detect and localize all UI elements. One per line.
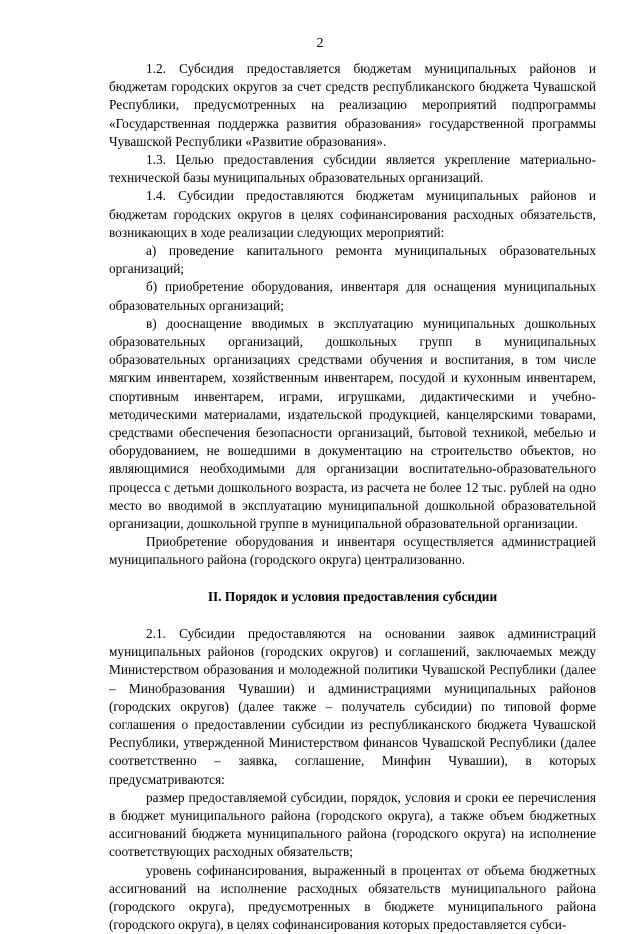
paragraph-2-1: 2.1. Субсидии предоставляются на основании заявок администраций муниципальных районов (городских округов) и соглашений, заключаемых между Министерством образования и молодежной политики Чувашской Республики (далее – Минобразования Чувашии) и администрациями муниципальных районов (городских округов) (далее также – получатель субсидии) по типовой форме соглашения о предоставлении субсидии из республиканского бюджета Чувашской Республики, утвержденной Министерством финансов Чувашской Республики (далее соответственно – заявка, соглашение, Минфин Чувашии), в которых предусматриваются: <box>109 625 596 787</box>
paragraph-subsidy-size: размер предоставляемой субсидии, порядок, условия и сроки ее перечисления в бюджет муниципального района (городского округа), а также объем бюджетных ассигнований бюджета муниципального района (городского округа) на исполнение соответствующих расходных обязательств; <box>109 789 596 860</box>
paragraph-1-4: 1.4. Субсидии предоставляются бюджетам муниципальных районов и бюджетам городских округов в целях софинансирования расходных обязательств, возникающих в ходе реализации следующих мероприятий: <box>109 188 596 240</box>
document-body <box>109 60 596 934</box>
paragraph-1-3: 1.3. Целью предоставления субсидии является укрепление материально-технической базы муниципальных образовательных организаций. <box>109 152 596 186</box>
page-number: 2 <box>316 36 324 51</box>
paragraph-cofinancing-level: уровень софинансирования, выраженный в процентах от объема бюджетных ассигнований на исполнение расходных обязательств муниципального района (городского округа), предусмотренных в бюджете муниципального района (городского округа), в целях софинансирования которых предоставляется субси- <box>109 862 596 933</box>
list-item-b: б) приобретение оборудования, инвентаря для оснащения муниципальных образовательных организаций; <box>109 279 596 313</box>
paragraph-procurement: Приобретение оборудования и инвентаря осуществляется администрацией муниципального района (городского округа) централизованно. <box>109 534 596 568</box>
list-item-a: а) проведение капитального ремонта муниципальных образовательных организаций; <box>109 243 596 277</box>
section-heading: II. Порядок и условия предоставления субсидии <box>207 588 498 604</box>
paragraph-1-2: 1.2. Субсидия предоставляется бюджетам муниципальных районов и бюджетам городских округов за счет средств республиканского бюджета Чувашской Республики, предусмотренных на реализацию мероприятий подпрограммы «Государственная поддержка развития образования» государственной программы Чувашской Республики «Развитие образования». <box>109 61 596 149</box>
list-item-v: в) дооснащение вводимых в эксплуатацию муниципальных дошкольных образовательных организаций, дошкольных групп в муниципальных образовательных организациях средствами обучения и воспитания, в том числе мягким инвентарем, хозяйственным инвентарем, посудой и кухонным инвентарем, спортивным инвентарем, играми, игрушками, дидактическими и учебно-методическими материалами, издательской продукцией, канцелярскими товарами, средствами обеспечения безопасности организаций, бытовой техникой, мебелью и оборудованием, не вошедшими в документацию на строительство объектов, но являющимися необходимыми для организации воспитательно-образовательного процесса с детьми дошкольного возраста, из расчета не более 12 тыс. рублей на одно место во вводимой в эксплуатацию муниципальной дошкольной образовательной организации, дошкольной группе в муниципальной образовательной организации. <box>109 315 596 532</box>
